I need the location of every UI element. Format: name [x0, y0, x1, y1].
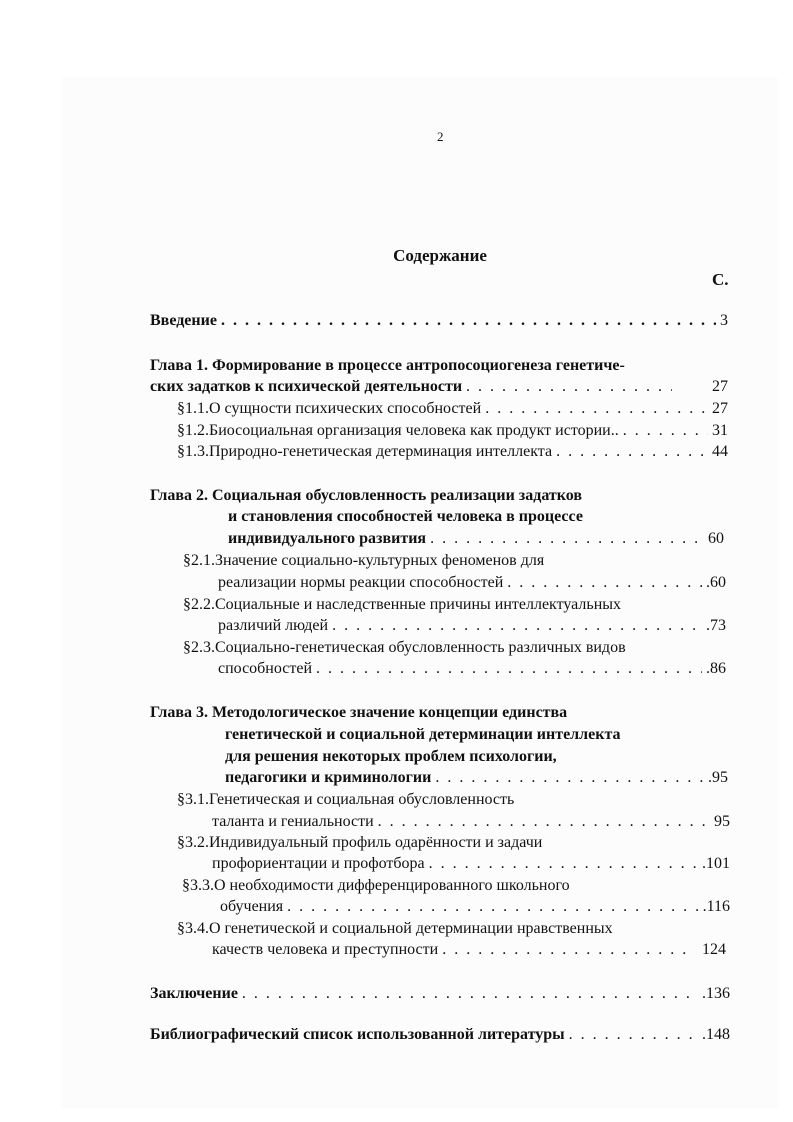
- toc-leader: [442, 940, 688, 960]
- page-title: Содержание: [393, 246, 487, 265]
- toc-page: .101: [702, 855, 730, 872]
- toc-label: качеств человека и преступности: [212, 941, 439, 958]
- toc-leader: [556, 442, 708, 462]
- toc-entry-2-1-line1[interactable]: §2.1.Значение социально-культурных феноменов для: [183, 552, 545, 569]
- toc-chapter-2-line2[interactable]: и становления способностей человека в процессе: [228, 508, 583, 525]
- toc-label: различий людей: [218, 617, 329, 634]
- toc-page: 3: [720, 312, 728, 329]
- toc-entry-2-3[interactable]: [218, 659, 726, 679]
- toc-leader: [466, 377, 672, 397]
- toc-label: педагогики и криминологии: [225, 769, 432, 786]
- toc-label: Введение: [150, 312, 217, 329]
- toc-chapter-3-line1[interactable]: Глава 3. Методологическое значение концепции единства: [150, 704, 568, 721]
- toc-page: .116: [702, 898, 730, 915]
- toc-entry-chapter-2[interactable]: [228, 529, 724, 549]
- toc-label: Заключение: [150, 985, 238, 1002]
- toc-page: .60: [706, 574, 726, 591]
- toc-leader: [485, 399, 708, 419]
- toc-entry-3-3[interactable]: [220, 897, 730, 917]
- toc-leader: [429, 854, 698, 874]
- toc-leader: [316, 659, 702, 679]
- toc-page: .136: [702, 985, 730, 1002]
- toc-entry-3-4[interactable]: [212, 940, 726, 960]
- toc-page: .95: [708, 769, 728, 786]
- toc-entry-3-3-line1[interactable]: §3.3.О необходимости дифференцированного школьного: [182, 877, 570, 894]
- toc-page: 60: [708, 530, 724, 547]
- toc-page: .73: [706, 617, 726, 634]
- page-column-label: С.: [712, 270, 729, 289]
- toc-entry-2-1[interactable]: [218, 573, 726, 593]
- toc-label: §1.2.Биосоциальная организация человека как продукт истории..: [177, 422, 619, 439]
- toc-label: индивидуального развития: [228, 530, 427, 547]
- toc-label: Библиографический список использованной литературы: [150, 1026, 565, 1043]
- toc-page: .86: [706, 660, 726, 677]
- toc-chapter-2-line1[interactable]: Глава 2. Социальная обусловленность реализации задатков: [150, 487, 583, 504]
- toc-label: ских задатков к психической деятельности: [150, 378, 463, 395]
- toc-leader: [332, 616, 702, 636]
- toc-entry-3-2[interactable]: [212, 854, 730, 874]
- toc-label: обучения: [220, 898, 284, 915]
- toc-entry-3-4-line1[interactable]: §3.4.О генетической и социальной детерминации нравственных: [177, 920, 613, 937]
- toc-page: 27: [712, 400, 728, 417]
- toc-entry-conclusion[interactable]: [150, 984, 730, 1004]
- toc-entry-1-3[interactable]: [177, 442, 728, 462]
- toc-entry-1-1[interactable]: [177, 399, 728, 419]
- toc-leader: [569, 1025, 698, 1045]
- toc-label: профориентации и профотбора: [212, 855, 425, 872]
- toc-leader: [430, 529, 704, 549]
- page-number: 2: [437, 129, 444, 144]
- toc-entry-3-1[interactable]: [212, 812, 730, 832]
- toc-entry-3-2-line1[interactable]: §3.2.Индивидуальный профиль одарённости и задачи: [177, 834, 543, 851]
- toc-leader: [507, 573, 702, 593]
- toc-entry-chapter-3[interactable]: [225, 768, 728, 788]
- toc-chapter-1-line1[interactable]: Глава 1. Формирование в процессе антропосоциогенеза генетиче-: [150, 357, 625, 374]
- toc-leader: [435, 768, 704, 788]
- toc-leader-empty: [623, 421, 708, 441]
- toc-entry-intro[interactable]: [150, 311, 728, 331]
- toc-entry-2-2-line1[interactable]: §2.2.Социальные и наследственные причины интеллектуальных: [183, 596, 622, 613]
- toc-page: 124: [702, 941, 726, 958]
- toc-label: реализации нормы реакции способностей: [218, 574, 504, 591]
- toc-leader: [378, 812, 710, 832]
- toc-page: 95: [714, 813, 730, 830]
- toc-entry-3-1-line1[interactable]: §3.1.Генетическая и социальная обусловленность: [177, 791, 515, 808]
- toc-entry-chapter-1[interactable]: [150, 377, 728, 397]
- toc-leader: [287, 897, 698, 917]
- toc-entry-2-3-line1[interactable]: §2.3.Социально-генетическая обусловленность различных видов: [183, 639, 626, 656]
- toc-page: 44: [712, 443, 728, 460]
- toc-chapter-3-line2[interactable]: генетической и социальной детерминации интеллекта: [225, 726, 621, 743]
- toc-label: способностей: [218, 660, 313, 677]
- toc-entry-2-2[interactable]: [218, 616, 726, 636]
- toc-page: 31: [712, 422, 728, 439]
- toc-chapter-3-line3[interactable]: для решения некоторых проблем психологии,: [225, 748, 557, 765]
- toc-entry-bibliography[interactable]: [150, 1025, 730, 1045]
- toc-label: §1.3.Природно-генетическая детерминация интеллекта: [177, 443, 553, 460]
- toc-label: таланта и гениальности: [212, 813, 374, 830]
- toc-leader: [221, 311, 716, 331]
- toc-entry-1-2[interactable]: [177, 421, 728, 441]
- toc-page: 27: [712, 378, 728, 395]
- toc-label: §1.1.О сущности психических способностей: [177, 400, 482, 417]
- toc-leader: [242, 984, 698, 1004]
- toc-page: .148: [702, 1026, 730, 1043]
